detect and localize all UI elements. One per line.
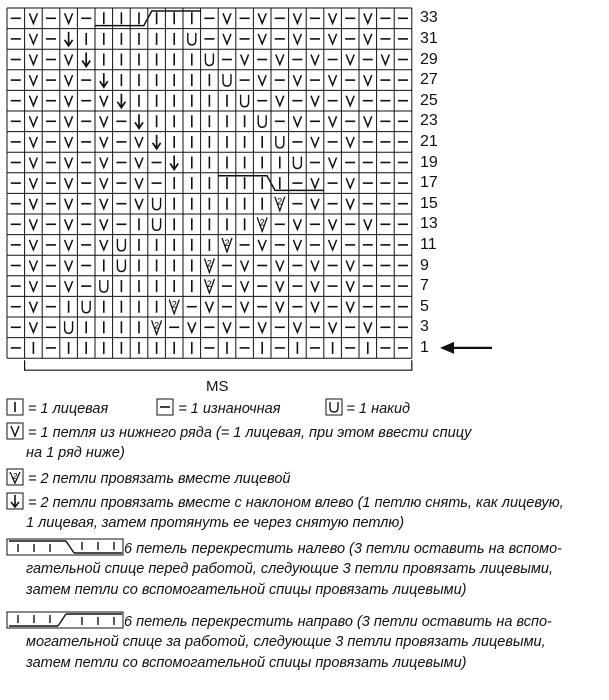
stitch-below-mark [311,302,319,312]
stitch-below-mark [65,261,73,271]
stitch-below-mark [29,75,37,85]
row-number: 13 [420,215,438,233]
stitch-below-mark [135,199,143,209]
yarn-over-mark [241,95,249,107]
stitch-below-mark [29,178,37,188]
stitch-below-mark [29,219,37,229]
stitch-below-mark [29,55,37,65]
stitch-below-mark [276,281,284,291]
stitch-below-mark [29,322,37,332]
yarn-over-mark [153,218,161,230]
stitch-below-mark [329,158,337,168]
legend-line-11 [26,632,546,653]
stitch-below-mark [364,219,372,229]
legend-line-3 [26,443,125,464]
yarn-over-mark [223,74,231,86]
legend-ssk-1: = 2 петли провязать вместе с наклоном влево (1 петлю снять, как лицевую, [28,495,564,511]
stitch-below-mark [329,219,337,229]
stitch-below-mark [100,199,108,209]
stitch-below-mark [29,261,37,271]
cable-left-symbol-icon [6,538,124,556]
stitch-below-mark [65,55,73,65]
stitch-below-mark [346,302,354,312]
yarn-over-symbol-icon [325,398,343,416]
stitch-below-mark [100,96,108,106]
row-number: 5 [420,297,429,315]
legend-below-1: = 1 петля из нижнего ряда (= 1 лицевая, при этом ввести спицу [28,425,472,441]
yarn-over-mark [117,239,125,251]
stitch-below-mark [329,13,337,23]
stitch-below-mark [311,137,319,147]
stitch-below-mark [258,322,266,332]
stitch-below-mark [29,96,37,106]
k2tog-digit: 2 [206,258,212,269]
stitch-below-mark [276,55,284,65]
knit-symbol-icon [6,398,24,416]
stitch-below-mark [223,13,231,23]
stitch-below-mark [258,13,266,23]
legend-line-1 [6,398,410,420]
stitch-below-mark [65,75,73,85]
stitch-below-mark [329,34,337,44]
row-number: 27 [420,71,438,89]
stitch-below-mark [100,219,108,229]
stitch-below-mark [346,137,354,147]
yarn-over-mark [188,33,196,45]
row-number: 29 [420,50,438,68]
yarn-over-mark [65,321,73,333]
yarn-over-mark [258,115,266,127]
stitch-below-mark [29,137,37,147]
row-number: 21 [420,132,438,150]
stitch-below-mark [293,322,301,332]
row-number: 19 [420,153,438,171]
stitch-below-mark [293,75,301,85]
legend-line-5 [6,492,564,514]
yarn-over-mark [100,280,108,292]
yarn-over-mark [293,157,301,169]
stitch-below-mark [241,302,249,312]
row-number: 3 [420,318,429,336]
stitch-below-mark [258,240,266,250]
stitch-below-mark [364,116,372,126]
stitch-below-mark [29,34,37,44]
stitch-below-mark [293,116,301,126]
stitch-below-mark [329,75,337,85]
stitch-below-mark [100,240,108,250]
stitch-below-mark [276,302,284,312]
stitch-below-mark [205,302,213,312]
legend-yo: = 1 накид [346,401,411,417]
stitch-below-mark [241,281,249,291]
stitch-below-mark [65,240,73,250]
legend-cross-right-2: могательной спице за работой, следующие 3 петли провязать лицевыми, [26,634,546,650]
k2tog-digit: 2 [259,217,265,228]
stitch-below-mark [364,34,372,44]
stitch-below-mark [223,34,231,44]
legend-line-7 [6,538,562,560]
stitch-below-mark [100,178,108,188]
stitch-below-mark [65,116,73,126]
legend-cross-right-3: затем петли со вспомогательной спицы провязать лицевыми) [26,655,467,671]
row-number: 31 [420,29,438,47]
stitch-below-mark [100,158,108,168]
row-number: 1 [420,338,429,356]
k2tog-digit: 2 [224,237,230,248]
stitch-below-mark [65,158,73,168]
legend-line-4 [6,468,290,490]
stitch-below-mark [364,322,372,332]
stitch-below-mark [65,199,73,209]
stitch-below-mark [293,240,301,250]
stitch-below-mark [329,116,337,126]
stitch-below-mark [346,96,354,106]
ssk-symbol-icon [6,492,24,510]
stitch-below-mark [311,199,319,209]
stitch-below-mark [346,261,354,271]
stitch-below-mark [329,240,337,250]
stitch-below-mark [364,75,372,85]
row-number: 9 [420,256,429,274]
row-number: 25 [420,91,438,109]
stitch-below-mark [65,219,73,229]
stitch-below-mark [65,281,73,291]
ms-bracket [25,360,412,370]
cable-right-symbol-icon [6,611,124,629]
stitch-below-mark [346,178,354,188]
k2tog-digit: 2 [206,279,212,290]
stitch-below-mark [311,178,319,188]
stitch-below-mark [65,96,73,106]
k2tog-digit: 2 [171,299,177,310]
stitch-below-mark [65,178,73,188]
legend-line-9 [26,580,466,601]
yarn-over-mark [82,301,90,313]
stitch-below-mark [293,34,301,44]
stitch-below-mark [135,137,143,147]
stitch-below-mark [135,178,143,188]
stitch-below-mark [100,137,108,147]
stitch-below-mark [258,75,266,85]
row-number: 33 [420,9,438,27]
svg-text:2: 2 [12,472,18,481]
stitch-below-mark [276,96,284,106]
row-number: 11 [420,235,437,253]
stitch-below-mark [364,13,372,23]
stitch-below-mark [29,116,37,126]
stitch-below-mark [223,322,231,332]
stitch-below-mark [311,96,319,106]
row-number: 23 [420,112,438,130]
stitch-below-mark [346,281,354,291]
k2tog-symbol-icon [6,468,24,486]
stitch-below-mark [29,281,37,291]
row-number: 17 [420,174,438,192]
stitch-below-symbol-icon [6,422,24,440]
stitch-below-mark [29,13,37,23]
stitch-below-mark [346,55,354,65]
yarn-over-mark [205,54,213,66]
stitch-below-mark [276,261,284,271]
ms-label: MS [206,378,229,395]
stitch-below-mark [293,219,301,229]
legend-line-6 [26,513,404,534]
stitch-below-mark [329,322,337,332]
stitch-below-mark [65,137,73,147]
row-1-arrow-head [440,342,454,354]
legend-cross-left-2: гательной спице перед работой, следующие 3 петли провязать лицевыми, [26,561,554,577]
legend-cross-left-3: затем петли со вспомогательной спицы провязать лицевыми) [26,582,467,598]
stitch-below-mark [29,199,37,209]
legend-knit: = 1 лицевая [28,401,109,417]
stitch-below-mark [100,116,108,126]
stitch-below-mark [29,240,37,250]
legend-cross-right-1: 6 петель перекрестить направо (3 петли оставить на вспо- [124,614,552,630]
legend-k2tog: = 2 петли провязать вместе лицевой [28,471,291,487]
stitch-below-mark [241,261,249,271]
stitch-below-mark [311,281,319,291]
row-number: 7 [420,277,429,295]
stitch-below-mark [258,34,266,44]
stitch-below-mark [381,55,389,65]
yarn-over-mark [117,260,125,272]
stitch-below-mark [29,302,37,312]
legend-ssk-2: 1 лицевая, затем протянуть ее через снятую петлю) [26,515,405,531]
legend-line-12 [26,653,466,674]
legend-cross-left-1: 6 петель перекрестить налево (3 петли оставить на вспомо- [124,541,562,557]
stitch-below-mark [311,261,319,271]
stitch-below-mark [29,158,37,168]
stitch-below-mark [346,199,354,209]
stitch-below-mark [241,55,249,65]
stitch-below-mark [188,322,196,332]
stitch-below-mark [65,13,73,23]
stitch-below-mark [135,158,143,168]
legend-line-8 [26,559,553,580]
stitch-below-mark [311,55,319,65]
row-number: 15 [420,194,438,212]
legend-purl: = 1 изнаночная [178,401,281,417]
k2tog-digit: 2 [277,196,283,207]
yarn-over-mark [153,198,161,210]
legend-line-2 [6,422,471,444]
purl-symbol-icon [156,398,174,416]
stitch-below-mark [293,13,301,23]
k2tog-digit: 2 [154,320,160,331]
legend-below-2: на 1 ряд ниже) [26,445,125,461]
yarn-over-mark [276,136,284,148]
legend-line-10 [6,611,552,633]
